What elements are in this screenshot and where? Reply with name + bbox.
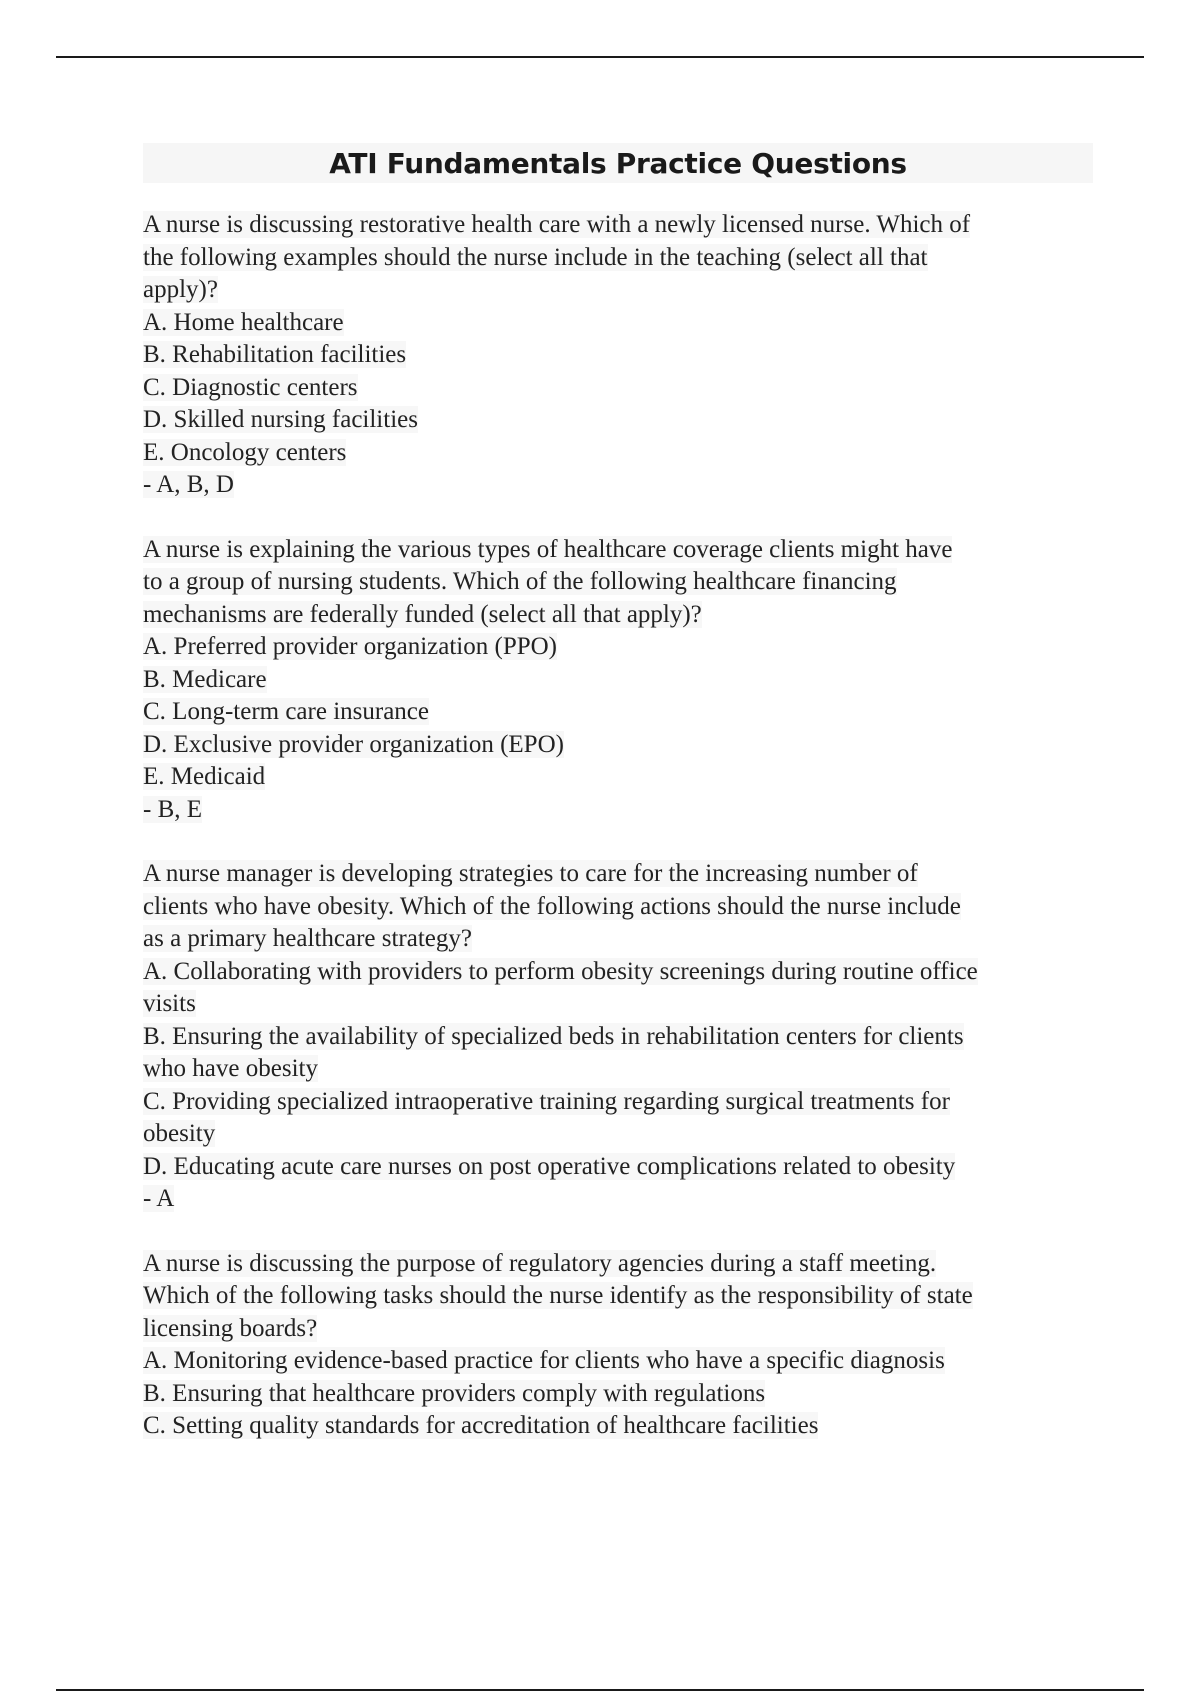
- question-stem-line: A nurse is discussing the purpose of regulatory agencies during a staff meeting.: [143, 1249, 937, 1277]
- answer-option: who have obesity: [143, 1055, 318, 1082]
- answer-option: D. Skilled nursing facilities: [143, 406, 418, 433]
- header-rule: [56, 56, 1144, 58]
- question-stem-line: licensing boards?: [143, 1314, 318, 1342]
- answer-option: C. Setting quality standards for accreditation of healthcare facilities: [143, 1412, 819, 1439]
- answer-option: C. Long-term care insurance: [143, 698, 429, 725]
- question-stem-line: mechanisms are federally funded (select all that apply)?: [143, 600, 702, 628]
- answer-option: D. Exclusive provider organization (EPO): [143, 730, 564, 758]
- answer-option: C. Diagnostic centers: [143, 373, 358, 401]
- answer-option: A. Preferred provider organization (PPO): [143, 633, 558, 660]
- answer-option: B. Rehabilitation facilities: [143, 341, 407, 368]
- question-stem-line: as a primary healthcare strategy?: [143, 925, 472, 952]
- footer-rule: [56, 1689, 1144, 1691]
- answer-option: E. Medicaid: [143, 763, 266, 790]
- question-block: [143, 858, 1093, 1216]
- question-block: [143, 1248, 1093, 1443]
- question-stem-line: Which of the following tasks should the nurse identify as the responsibility of state: [143, 1282, 973, 1309]
- answer-option: visits: [143, 990, 196, 1017]
- question-block: [143, 534, 1093, 827]
- title-band: [143, 143, 1093, 183]
- answer-key: - A, B, D: [143, 471, 234, 498]
- answer-option: B. Ensuring that healthcare providers comply with regulations: [143, 1379, 766, 1407]
- answer-option: D. Educating acute care nurses on post operative complications related to obesity: [143, 1152, 956, 1180]
- answer-key: - A: [143, 1185, 175, 1212]
- answer-option: E. Oncology centers: [143, 438, 347, 466]
- answer-option: C. Providing specialized intraoperative training regarding surgical treatments for: [143, 1087, 950, 1115]
- answer-option: obesity: [143, 1120, 216, 1147]
- question-stem-line: A nurse manager is developing strategies to care for the increasing number of: [143, 860, 918, 887]
- document-body: [143, 143, 1093, 1475]
- question-stem-line: clients who have obesity. Which of the following actions should the nurse include: [143, 892, 961, 920]
- answer-option: A. Collaborating with providers to perform obesity screenings during routine office: [143, 957, 978, 985]
- answer-option: A. Home healthcare: [143, 308, 344, 336]
- question-stem-line: to a group of nursing students. Which of the following healthcare financing: [143, 568, 897, 595]
- answer-key: - B, E: [143, 795, 203, 823]
- question-stem-line: the following examples should the nurse include in the teaching (select all that: [143, 243, 928, 271]
- question-block: [143, 209, 1093, 502]
- question-stem-line: A nurse is explaining the various types of healthcare coverage clients might have: [143, 535, 953, 563]
- answer-option: B. Ensuring the availability of specialized beds in rehabilitation centers for clients: [143, 1022, 964, 1050]
- question-stem-line: apply)?: [143, 276, 218, 303]
- answer-option: A. Monitoring evidence-based practice for clients who have a specific diagnosis: [143, 1347, 945, 1374]
- document-title: ATI Fundamentals Practice Questions: [329, 146, 907, 180]
- answer-option: B. Medicare: [143, 665, 267, 693]
- question-stem-line: A nurse is discussing restorative health care with a newly licensed nurse. Which of: [143, 211, 971, 238]
